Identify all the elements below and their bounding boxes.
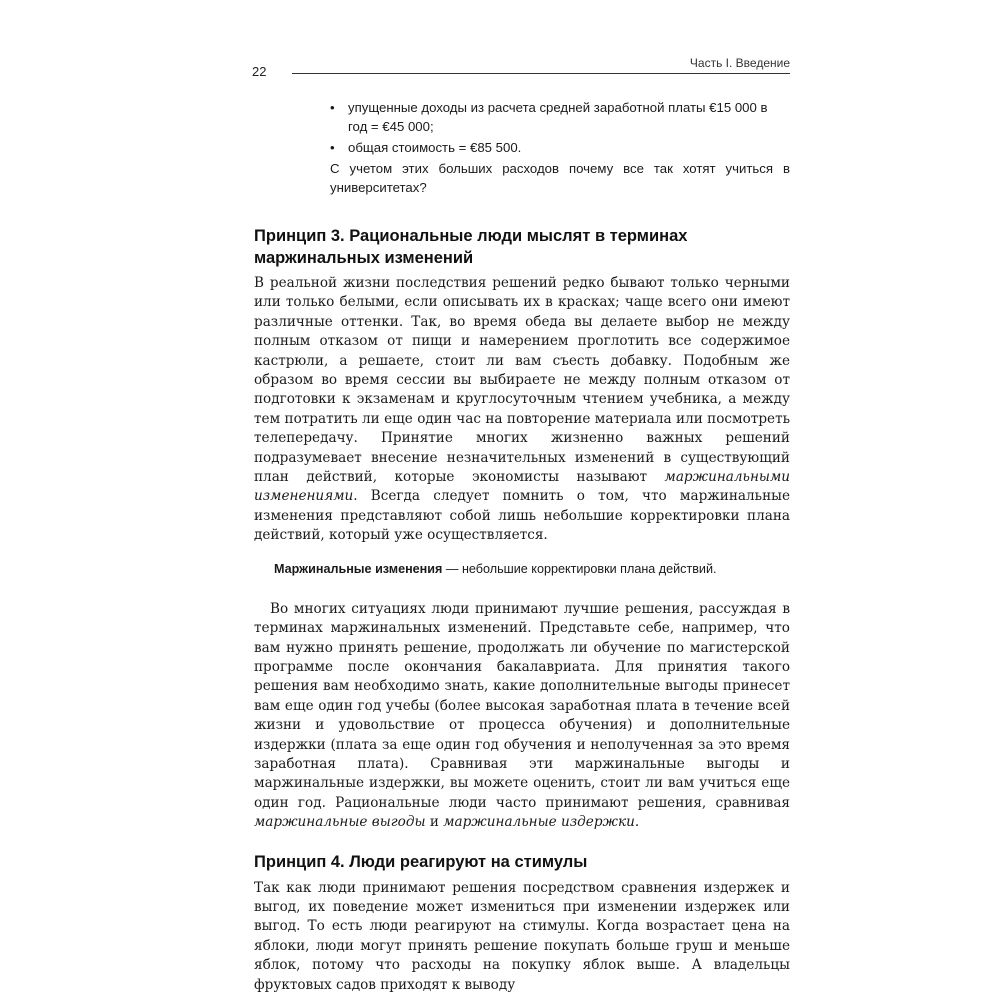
paragraph: Так как люди принимают решения посредством сравнения издержек и выгод, их поведение может измениться при изменении издержек или выгод. То есть люди реагируют на стимулы. Когда возрастает цена на яблоки, люди могут принять решение покупать больше груш и меньше яблок, потому что расходы на покупку яблок выше. А владельцы фруктовых садов приходят к выводу (254, 879, 790, 993)
page-number: 22 (252, 64, 267, 79)
page-header (252, 56, 790, 86)
paragraph-text: и (425, 814, 444, 831)
definition-term: Маржинальные изменения (274, 561, 443, 576)
paragraph (254, 600, 790, 833)
bullet-text: общая стоимость = €85 500. (348, 140, 522, 155)
bullet-icon: • (330, 100, 335, 115)
cost-bullet-list (330, 98, 790, 157)
paragraph-text: . (634, 814, 640, 831)
italic-term: маржинальные издержки (443, 814, 635, 831)
definition-text: — небольшие корректировки плана действий. (442, 561, 717, 576)
italic-term: маржинальные выгоды (254, 814, 426, 831)
paragraph-text: . Всегда следует помнить о том, что маржинальные изменения представляют собой лишь небольшие корректировки плана действий, который уже осуществляется. (254, 488, 790, 544)
question-text: С учетом этих больших расходов почему все так хотят учиться в университетах? (330, 161, 790, 195)
paragraph-text: В реальной жизни последствия решений редко бывают только черными или только белыми, если описывать их в красках; чаще всего они имеют различные оттенки. Так, во время обеда вы делаете выбор не между полным отказом от пищи и намерением проглотить все содержимое кастрюли, а решаете, стоит ли вам съесть добавку. Подобным же образом во время сессии вы выбираете не между полным отказом от подготовки к экзаменам и круглосуточным чтением учебника, а между тем потратить ли еще один час на повторение материала или посмотреть телепередачу. Принятие многих жизненно важных решений подразумевает внесение незначительных изменений в существующий план действий, которые экономисты называют (254, 275, 790, 486)
list-item (330, 138, 790, 157)
page-content (254, 98, 790, 995)
header-rule (292, 73, 790, 74)
paragraph-text: Во многих ситуациях люди принимают лучшие решения, рассуждая в терминах маржинальных изменений. Представьте себе, например, что вам нужно принять решение, продолжать ли обучение по магистерской программе после окончания бакалавриата. Для принятия такого решения вам необходимо знать, какие дополнительные выгоды принесет вам еще один год учебы (более высокая заработная плата в течение всей жизни и удовольствие от процесса обучения) и дополнительные издержки (плата за еще один год обучения и неполученная за это время заработная плата). Сравнивая эти маржинальные выгоды и маржинальные издержки, вы можете оценить, стоит ли вам учиться еще один год. Рациональные люди часто принимают решения, сравнивая (254, 600, 790, 811)
italic-term: маржинальными изменениями (254, 469, 790, 505)
bullet-icon: • (330, 140, 335, 155)
running-head: Часть I. Введение (689, 56, 790, 70)
paragraph (254, 274, 790, 546)
bullet-text: упущенные доходы из расчета средней заработной платы €15 000 в год = €45 000; (348, 100, 768, 134)
list-item (330, 98, 790, 136)
section-heading-principle-3: Принцип 3. Рациональные люди мыслят в терминах маржинальных изменений (254, 227, 688, 267)
section-heading-principle-4: Принцип 4. Люди реагируют на стимулы (254, 852, 588, 871)
definition-box (274, 560, 790, 578)
